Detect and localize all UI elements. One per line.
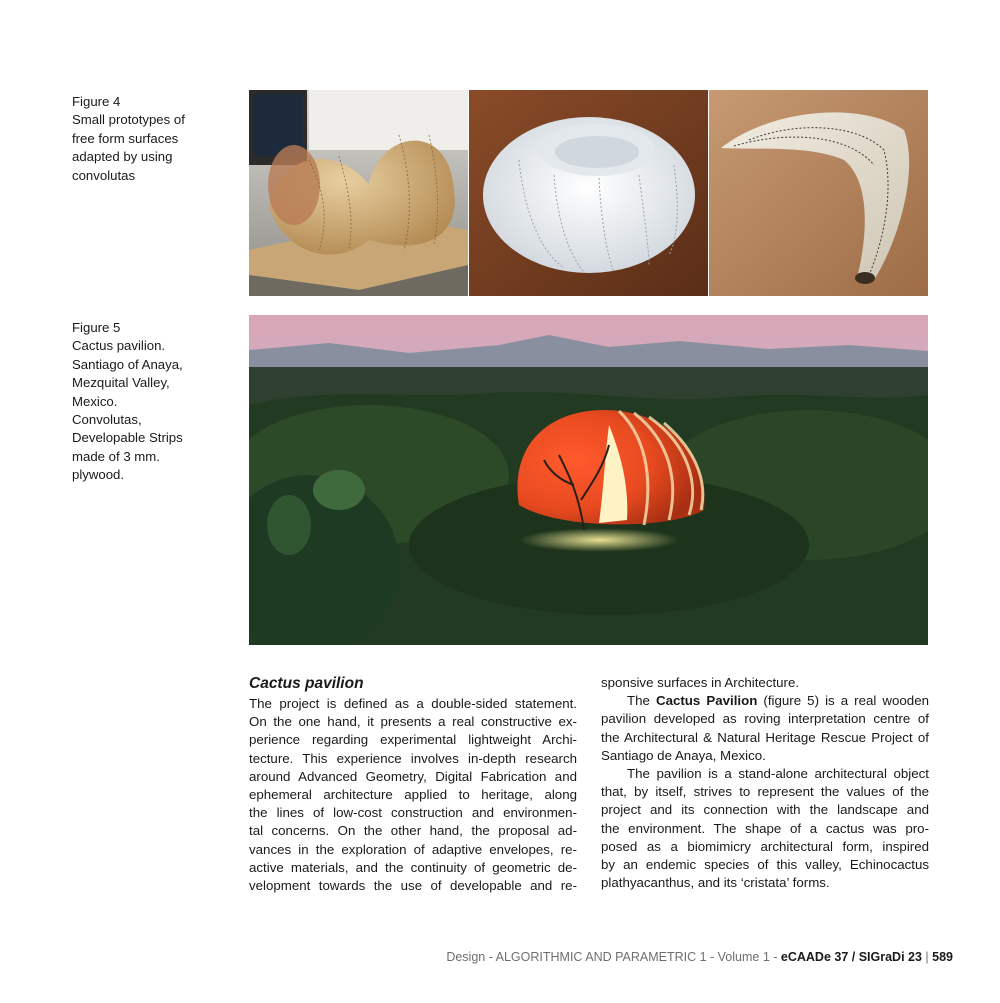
text-line: perience regarding experimental lightweight Archi-	[249, 732, 577, 748]
section-title: Cactus pavilion	[249, 675, 364, 692]
text-line: active materials, and the continuity of geometric de-	[249, 859, 577, 875]
paragraph	[601, 765, 929, 783]
text-line: ephemeral architecture applied to heritage, along	[249, 787, 577, 803]
text-line: vances in the exploration of adaptive envelopes, re-	[249, 841, 577, 857]
caption-line: Mexico.	[72, 393, 118, 409]
caption-line: Figure 5	[72, 320, 121, 335]
article-left-column	[249, 674, 577, 895]
caption-line: adapted by using	[72, 149, 173, 165]
text-line: project and its connection with the landscape and	[601, 802, 929, 818]
paragraph	[601, 710, 929, 765]
caption-line: Small prototypes of	[72, 112, 185, 128]
article-right-column	[601, 674, 929, 892]
text-line: the environment. The shape of a cactus was pro-	[601, 820, 929, 836]
caption-line: made of 3 mm.	[72, 448, 160, 464]
text-line: pavilion developed as roving interpretation centre of	[601, 711, 929, 727]
text-line: The project is defined as a double-sided statement.	[249, 696, 577, 711]
pavilion-name: Cactus Pavilion	[655, 693, 758, 709]
caption-line: Developable Strips	[72, 430, 183, 446]
text-line: posed as a biomimicry architectural form, inspired	[601, 838, 929, 854]
caption-line: convolutas	[72, 167, 136, 183]
text-line: tal concerns. On the other hand, the proposal ad-	[249, 823, 577, 839]
text-line	[601, 692, 929, 710]
text-line: The pavilion is a stand-alone architectural object	[627, 766, 929, 782]
text-fragment: (figure 5) is a real wooden	[757, 693, 929, 709]
text-line: sponsive surfaces in Architecture.	[601, 675, 800, 690]
page-footer	[446, 950, 953, 964]
figure-4-caption	[72, 93, 222, 185]
text-line: Santiago de Anaya, Mexico.	[601, 747, 766, 763]
prototype-photo-2	[469, 90, 708, 296]
text-line: On the one hand, it presents a real constructive ex-	[249, 714, 577, 730]
prototype-photo-3	[709, 90, 928, 296]
caption-line: Convolutas,	[72, 412, 142, 428]
caption-line: Santiago of Anaya,	[72, 356, 183, 372]
text-line: that, by itself, strives to represent the values of the	[601, 784, 929, 800]
text-line: tecture. This experience involves in-depth research	[249, 750, 577, 766]
text-line: velopment towards the use of developable and re-	[249, 878, 577, 894]
paragraph	[601, 692, 929, 710]
text-line: by an endemic species of this valley, Echinocactus	[601, 857, 929, 873]
caption-line: plywood.	[72, 467, 125, 483]
cactus-pavilion-photo	[249, 315, 928, 645]
text-line: plathyacanthus, and its ‘cristata’ forms.	[601, 875, 830, 891]
prototype-photo-1	[249, 90, 468, 296]
page-number: 589	[932, 950, 953, 964]
text-line: the Architectural & Natural Heritage Rescue Project of	[601, 729, 929, 745]
text-line: the lines of low-cost construction and environmen-	[249, 805, 577, 821]
caption-line: Figure 4	[72, 94, 121, 109]
paragraph	[249, 695, 577, 895]
paragraph	[601, 783, 929, 892]
text-line: around Advanced Geometry, Digital Fabrication and	[249, 768, 577, 784]
footer-section: Design - ALGORITHMIC AND PARAMETRIC 1 - Volume 1 -	[446, 950, 781, 964]
caption-line: Cactus pavilion.	[72, 338, 166, 354]
figure-5-caption	[72, 319, 222, 485]
footer-conference: eCAADe 37 / SIGraDi 23	[780, 950, 922, 964]
paragraph	[601, 674, 929, 692]
caption-line: Mezquital Valley,	[72, 375, 170, 391]
footer-separator: |	[921, 950, 933, 964]
text-fragment: The	[627, 693, 656, 709]
caption-line: free form surfaces	[72, 130, 179, 146]
